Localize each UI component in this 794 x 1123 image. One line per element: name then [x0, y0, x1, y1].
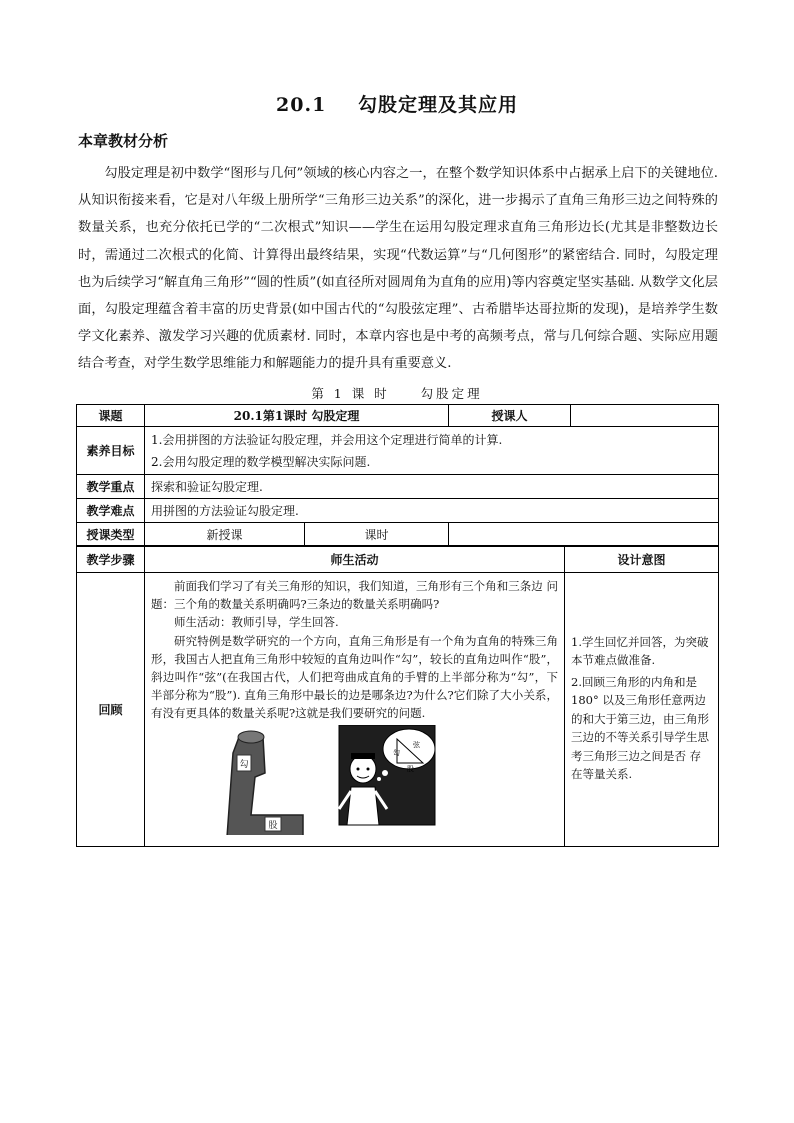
- hours-label: 课时: [305, 523, 449, 546]
- bubble-label-xian: 弦: [413, 740, 420, 749]
- intent-header: 设计意图: [565, 547, 719, 573]
- activity-paragraph: 师生活动：教师引导，学生回答.: [174, 615, 339, 630]
- teaching-steps-table: [76, 546, 719, 847]
- section-number: 20.1: [276, 94, 327, 116]
- intent-paragraph: 1.学生回忆并回答，为突破本节难点做准备.: [571, 634, 709, 667]
- illustrations: [151, 725, 558, 835]
- analysis-paragraph: 勾股定理是初中数学“图形与几何”领域的核心内容之一，在整个数学知识体系中占据承上启下的关键地位. 从知识衔接来看，它是对八年级上册所学“三角形三边关系”的深化，进一步揭示了直角三角形三边之间特殊的数量关系，也充分依托已学的“二次根式”知识——学生在运用勾股定理求直角三角形边长(尤其是非整数边长时，需通过二次根式的化简、计算得出最终结果，实现“代数运算”与“几何图形”的紧密结合. 同时，勾股定理也为后续学习“解直角三角形”“圆的性质”(如直径所对圆周角为直角的应用)等内容奠定坚实基础. 从数学文化层面，勾股定理蕴含着丰富的历史背景(如中国古代的“勾股弦定理”、古希腊毕达哥拉斯的发现)，是培养学生数学文化素养、激发学习兴趣的优质素材. 同时，本章内容也是中考的高频考点，常与几何综合题、实际应用题结合考查，对学生数学思维能力和解题能力的提升具有重要意义.: [78, 166, 718, 372]
- scholar-illustration: [339, 725, 435, 825]
- teacher-label: 授课人: [449, 405, 571, 427]
- bubble-label-gou: 勾: [393, 748, 400, 757]
- activity-paragraph: 前面我们学习了有关三角形的知识，我们知道，三角形有三个角和三条边 问题：三个角的数量关系明确吗?三条边的数量关系明确吗?: [151, 579, 558, 612]
- topic-label: 课题: [77, 405, 145, 427]
- goal-item: 2.会用勾股定理的数学模型解决实际问题.: [151, 454, 371, 469]
- activity-paragraph: 研究特例是数学研究的一个方向，直角三角形是有一个角为直角的特殊三角形，我国古人把直角三角形中较短的直角边叫作“勾”，较长的直角边叫作“股”，斜边叫作“弦”(在我国古代，人们把弯曲成直角的手臂的上半部分称为“勾”，下半部分称为“股”). 直角三角形中最长的边是哪条边?为什么?它们除了大小关系，有没有更具体的数量关系呢?这就是我们要研究的问题.: [151, 633, 558, 721]
- lesson-info-table: [76, 404, 719, 546]
- bubble-label-gu: 股: [407, 764, 414, 773]
- section-title: 勾股定理及其应用: [357, 94, 518, 116]
- type-label: 授课类型: [77, 523, 145, 546]
- page-title: [0, 90, 794, 117]
- key-label: 教学重点: [77, 475, 145, 499]
- goals-label: 素养目标: [77, 427, 145, 475]
- arm-label-gu: 股: [268, 820, 278, 831]
- illustration-svg: [151, 725, 551, 835]
- difficulty-label: 教学难点: [77, 499, 145, 523]
- topic-value: 20.1第1课时 勾股定理: [145, 405, 449, 427]
- hours-value: [449, 523, 719, 546]
- key-value: 探索和验证勾股定理.: [145, 475, 719, 499]
- intent-paragraph: 2.回顾三角形的内角和是180° 以及三角形任意两边的和大于第三边，由三角形三边的不等关系引导学生思考三角形三边之间是否 存在等量关系.: [571, 674, 709, 781]
- type-value: 新授课: [145, 523, 305, 546]
- arm-label-gou: 勾: [239, 759, 249, 770]
- step-header: 教学步骤: [77, 547, 145, 573]
- intent-cell: [565, 573, 719, 847]
- teacher-value: [571, 405, 719, 427]
- activity-cell: [145, 573, 565, 847]
- goal-item: 1.会用拼图的方法验证勾股定理，并会用这个定理进行简单的计算.: [151, 432, 503, 447]
- step-name: 回顾: [77, 573, 145, 847]
- goals-cell: [145, 427, 719, 475]
- activity-header: 师生活动: [145, 547, 565, 573]
- analysis-heading: 本章教材分析: [78, 132, 169, 150]
- lesson-caption: 第 1 课 时 勾股定理: [311, 386, 483, 401]
- arm-illustration: [227, 731, 303, 835]
- difficulty-value: 用拼图的方法验证勾股定理.: [145, 499, 719, 523]
